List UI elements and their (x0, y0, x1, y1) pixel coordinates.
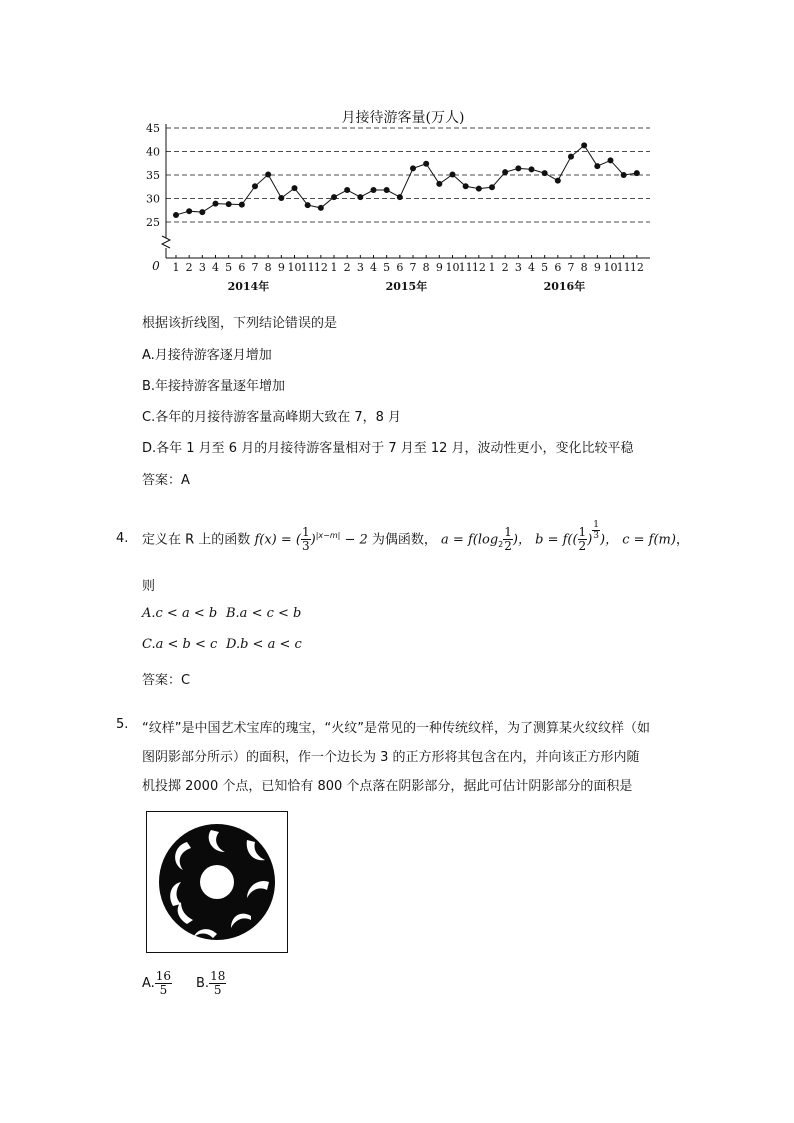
x-tick-label-21: 10 (445, 261, 460, 274)
y-tick-label-40: 40 (146, 145, 160, 159)
data-point-18 (410, 165, 416, 171)
q5-line-3: 机投掷 2000 个点，已知恰有 800 个点落在阴影部分，据此可估计阴影部分的面积是 (142, 779, 633, 794)
x-tick-label-9: 10 (287, 261, 302, 274)
x-tick-label-20: 9 (435, 261, 443, 274)
q3-option-b: B.年接持游客量逐年增加 (142, 379, 286, 394)
data-point-8 (278, 195, 284, 201)
data-point-34 (621, 172, 627, 178)
data-point-35 (634, 170, 640, 176)
q4-a-def: a = f(log (441, 532, 499, 548)
data-point-7 (265, 172, 271, 178)
data-point-26 (515, 165, 521, 171)
chart-title: 月接待游客量(万人) (341, 110, 465, 126)
data-point-22 (463, 183, 469, 189)
q5-option-b: B. $\frac{18}{5}$ (196, 969, 226, 997)
x-tick-label-18: 7 (409, 261, 417, 274)
data-point-17 (397, 194, 403, 200)
q3-option-a: A.月接待游客逐月增加 (142, 348, 272, 363)
data-point-12 (331, 194, 337, 200)
x-tick-label-6: 7 (251, 261, 259, 274)
data-point-6 (252, 183, 258, 189)
x-tick-label-29: 6 (554, 261, 562, 274)
axis-break (162, 236, 170, 248)
q4-b-def: b = f(( (535, 532, 578, 548)
data-point-27 (529, 166, 535, 172)
q4-option-a: A.c < a < b (142, 606, 218, 621)
q4-option-d: D.b < a < c (226, 637, 302, 652)
q3-question: 根据该折线图，下列结论错误的是 (142, 316, 338, 331)
x-tick-label-33: 10 (603, 261, 618, 274)
x-tick-label-5: 6 (238, 261, 246, 274)
q4-answer: 答案：C (142, 673, 191, 688)
x-tick-label-0: 1 (172, 261, 180, 274)
data-point-1 (186, 208, 192, 214)
q4-option-b: B.a < c < b (226, 606, 302, 621)
x-tick-label-10: 11 (300, 261, 315, 274)
data-point-20 (436, 181, 442, 187)
x-tick-label-17: 6 (396, 261, 404, 274)
q5-line-2: 图阴影部分所示）的面积，作一个边长为 3 的正方形将其包含在内，并向该正方形内随 (142, 750, 640, 765)
year-label-1: 2015年 (385, 280, 428, 293)
year-label-0: 2014年 (227, 280, 270, 293)
q5-option-a: A. $\frac{16}{5}$ (142, 969, 172, 997)
y-tick-label-35: 35 (146, 169, 160, 182)
data-point-9 (292, 185, 298, 191)
data-point-24 (489, 184, 495, 190)
y-tick-label-0: 0 (152, 259, 160, 273)
q4-frac-1-3: $\frac{1}{3}$ (301, 525, 310, 554)
x-tick-label-7: 8 (264, 261, 272, 274)
data-point-28 (542, 170, 548, 176)
x-tick-label-35: 12 (629, 261, 644, 274)
x-tick-label-31: 8 (580, 261, 588, 274)
q4-frac-1-2: $\frac{1}{2}$ (504, 525, 512, 554)
line-chart (130, 100, 660, 300)
x-tick-label-14: 3 (356, 261, 364, 274)
q5-line-1: “纹样”是中国艺术宝库的瑰宝，“火纹”是常见的一种传统纹样，为了测算某火纹纹样（如 (142, 721, 650, 736)
q4-option-c: C.a < b < c (142, 637, 218, 652)
data-point-10 (305, 202, 311, 208)
q4-number: 4. (116, 531, 129, 546)
data-point-31 (581, 142, 587, 148)
q4-exponent: |x−m| (315, 531, 341, 540)
y-tick-label-45: 45 (146, 122, 160, 135)
q5-number: 5. (116, 717, 129, 732)
x-tick-label-22: 11 (458, 261, 473, 274)
year-label-2: 2016年 (543, 280, 586, 293)
data-point-33 (608, 157, 614, 163)
chart-svg (130, 100, 660, 300)
q4-b-exp: $\frac{1}{3}$ (593, 520, 599, 541)
data-point-25 (502, 169, 508, 175)
data-point-15 (371, 187, 377, 193)
data-point-16 (384, 187, 390, 193)
fire-pattern-figure (146, 811, 288, 953)
x-tick-label-1: 2 (185, 261, 193, 274)
q3-option-c: C.各年的月接待游客量高峰期大致在 7，8 月 (142, 410, 402, 425)
x-tick-label-3: 4 (212, 261, 219, 274)
data-point-21 (450, 172, 456, 178)
q4-c-def: c = f(m) (622, 532, 676, 548)
fire-pattern-image (147, 812, 287, 952)
x-tick-label-13: 2 (343, 261, 351, 274)
data-point-5 (239, 202, 245, 208)
x-tick-label-24: 1 (488, 261, 496, 274)
q4-then: 则 (142, 579, 156, 594)
x-tick-label-8: 9 (277, 261, 285, 274)
q4-text-pre: 定义在 R 上的函数 (142, 532, 251, 548)
q4-statement: 定义在 R 上的函数 f(x) = ( $\frac{1}{3}$ )$^{|x-m|}$ − 2 为偶函数， $a = f(\log_2$ $\frac{1}{2}$ )， b = f(( $\frac{1}{2}$ ) $\frac{1}{3}$ )， c = f(m)， (142, 520, 689, 554)
x-tick-label-30: 7 (567, 261, 575, 274)
data-point-2 (199, 209, 205, 215)
data-point-32 (594, 163, 600, 169)
data-point-3 (213, 201, 219, 207)
data-point-29 (555, 178, 561, 184)
y-tick-label-25: 25 (146, 216, 160, 229)
data-point-4 (226, 201, 232, 207)
series-line (176, 145, 637, 215)
x-tick-label-16: 5 (383, 261, 391, 274)
data-point-0 (173, 212, 179, 218)
x-tick-label-27: 4 (528, 261, 535, 274)
x-tick-label-15: 4 (370, 261, 377, 274)
data-point-14 (357, 194, 363, 200)
x-tick-label-11: 12 (313, 261, 328, 274)
x-tick-label-2: 3 (198, 261, 206, 274)
x-tick-label-12: 1 (330, 261, 338, 274)
x-tick-label-23: 12 (471, 261, 486, 274)
x-tick-label-19: 8 (422, 261, 430, 274)
x-tick-label-4: 5 (225, 261, 233, 274)
q4-text-mid: 为偶函数， (371, 532, 437, 548)
data-point-13 (344, 187, 350, 193)
q3-option-d: D.各年 1 月至 6 月的月接待游客量相对于 7 月至 12 月，波动性更小，变化比较平稳 (142, 441, 634, 456)
data-point-23 (476, 186, 482, 192)
data-point-30 (568, 154, 574, 160)
x-tick-label-28: 5 (541, 261, 549, 274)
q4-func: f(x) = ( (254, 532, 301, 548)
data-point-19 (423, 161, 429, 167)
x-tick-label-25: 2 (501, 261, 509, 274)
x-tick-label-26: 3 (514, 261, 522, 274)
y-tick-label-30: 30 (146, 192, 160, 206)
x-tick-label-32: 9 (593, 261, 601, 274)
data-point-11 (318, 205, 324, 211)
x-tick-label-34: 11 (616, 261, 631, 274)
q3-answer: 答案：A (142, 473, 190, 488)
